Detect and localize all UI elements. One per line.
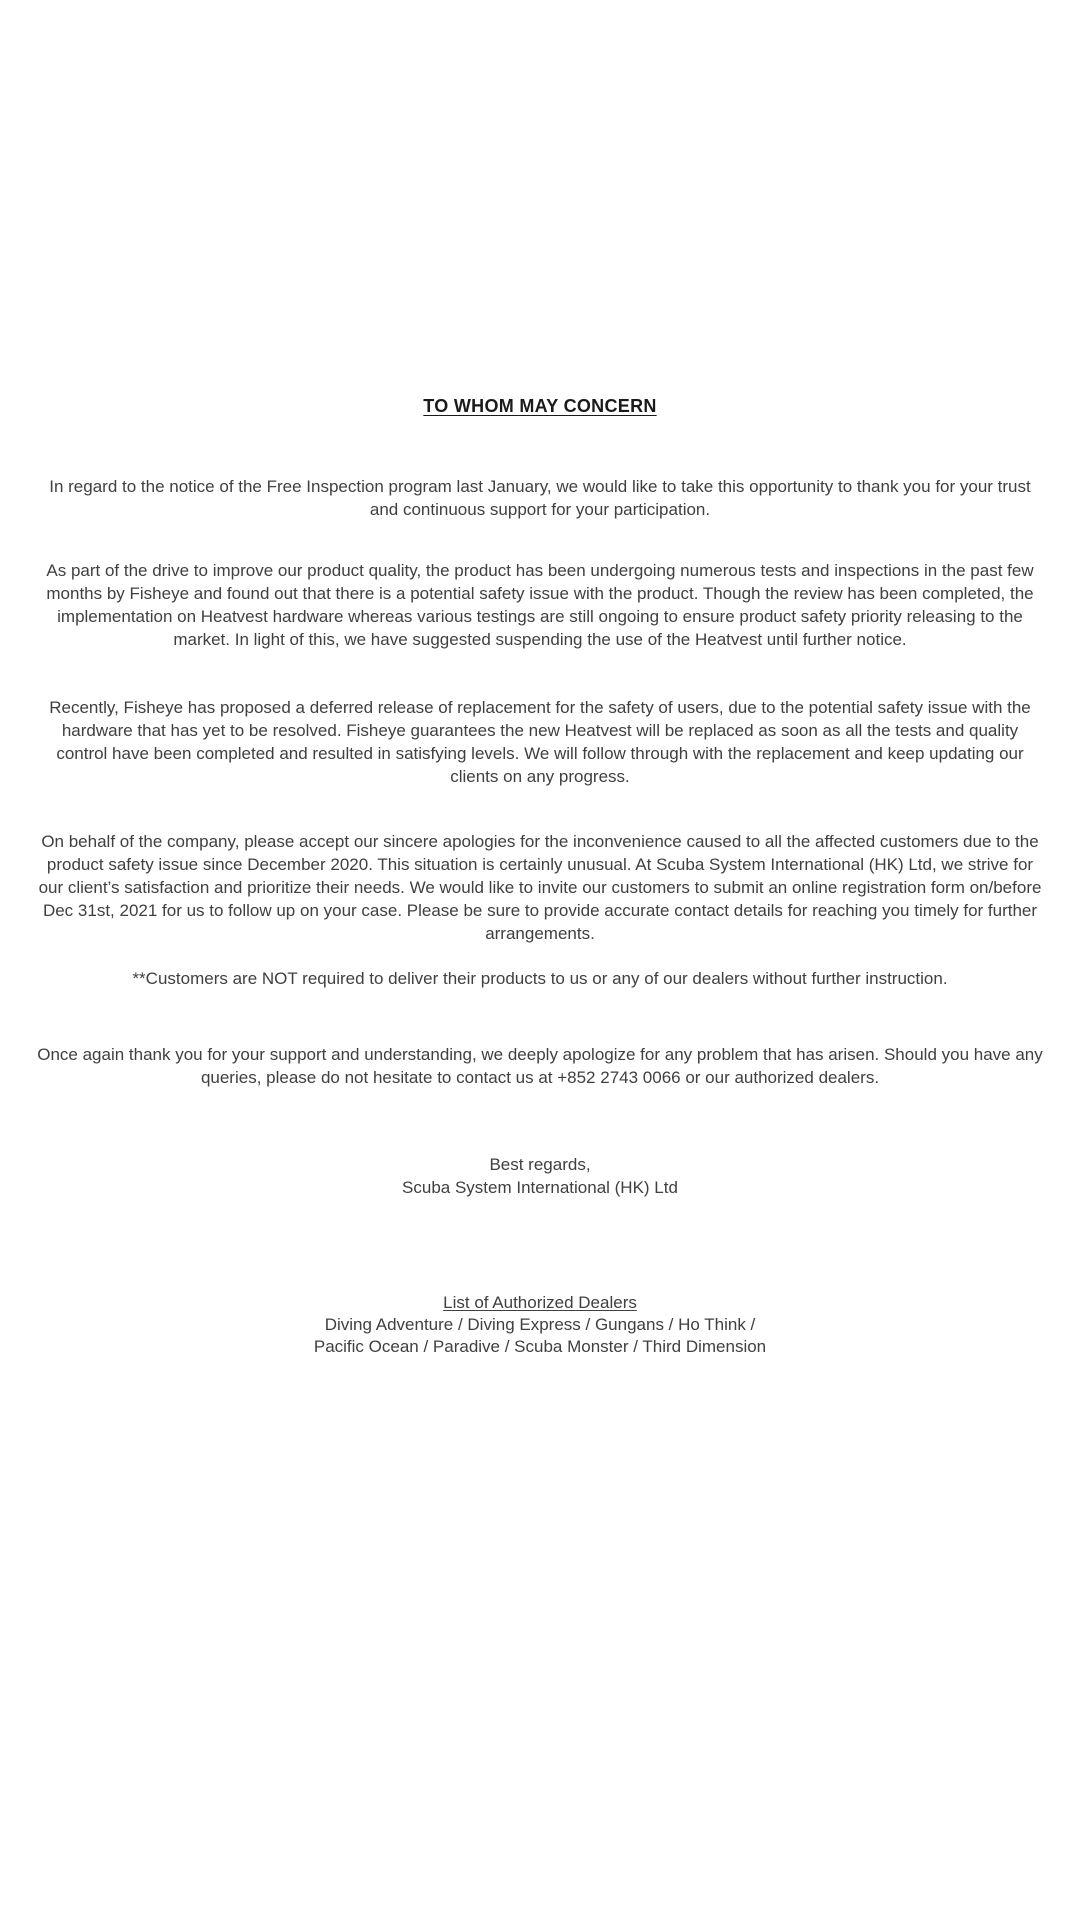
paragraph-product-quality-safety-issue: As part of the drive to improve our product quality, the product has been undergoing numerous tests and inspections in the past few months by Fisheye and found out that there is a potential safety issue with the product. Though the review has been completed, the implementation on Heatvest hardware whereas various testings are still ongoing to ensure product safety priority releasing to the market. In light of this, we have suggested suspending the use of the Heatvest until further notice. xyxy=(46,561,1034,649)
paragraph-deferred-replacement: Recently, Fisheye has proposed a deferred release of replacement for the safety of users, due to the potential safety issue with the hardware that has yet to be resolved. Fisheye guarantees the new Heatvest will be replaced as soon as all the tests and quality control have been completed and resulted in satisfying levels. We will follow through with the replacement and keep updating our clients on any progress. xyxy=(49,698,1031,786)
dealers-line-1: Diving Adventure / Diving Express / Gungans / Ho Think / xyxy=(324,1315,756,1334)
authorized-dealers-block xyxy=(37,1292,1043,1358)
paragraph-apology-registration-form: On behalf of the company, please accept our sincere apologies for the inconvenience caused to all the affected customers due to the product safety issue since December 2020. This situation is certainly unusual. At Scuba System International (HK) Ltd, we strive for our client’s satisfaction and prioritize their needs. We would like to invite our customers to submit an online registration form on/before Dec 31st, 2021 for us to follow up on your case. Please be sure to provide accurate contact details for reaching you timely for further arrangements. xyxy=(38,832,1042,943)
paragraph-thanks-contact-info: Once again thank you for your support and understanding, we deeply apologize for any problem that has arisen. Should you have any queries, please do not hesitate to contact us at +852 2743 0066 or our authorized dealers. xyxy=(37,1045,1043,1087)
dealers-heading: List of Authorized Dealers xyxy=(443,1293,637,1312)
closing-block xyxy=(37,1153,1043,1199)
closing-company-name: Scuba System International (HK) Ltd xyxy=(402,1178,678,1197)
dealers-line-2: Pacific Ocean / Paradive / Scuba Monster / Third Dimension xyxy=(313,1337,767,1356)
note-no-delivery-required: **Customers are NOT required to deliver their products to us or any of our dealers without further instruction. xyxy=(132,969,948,988)
letter-title: TO WHOM MAY CONCERN xyxy=(423,396,657,416)
closing-salutation: Best regards, xyxy=(489,1155,591,1174)
paragraph-intro-free-inspection: In regard to the notice of the Free Inspection program last January, we would like to take this opportunity to thank you for your trust and continuous support for your participation. xyxy=(49,477,1031,519)
